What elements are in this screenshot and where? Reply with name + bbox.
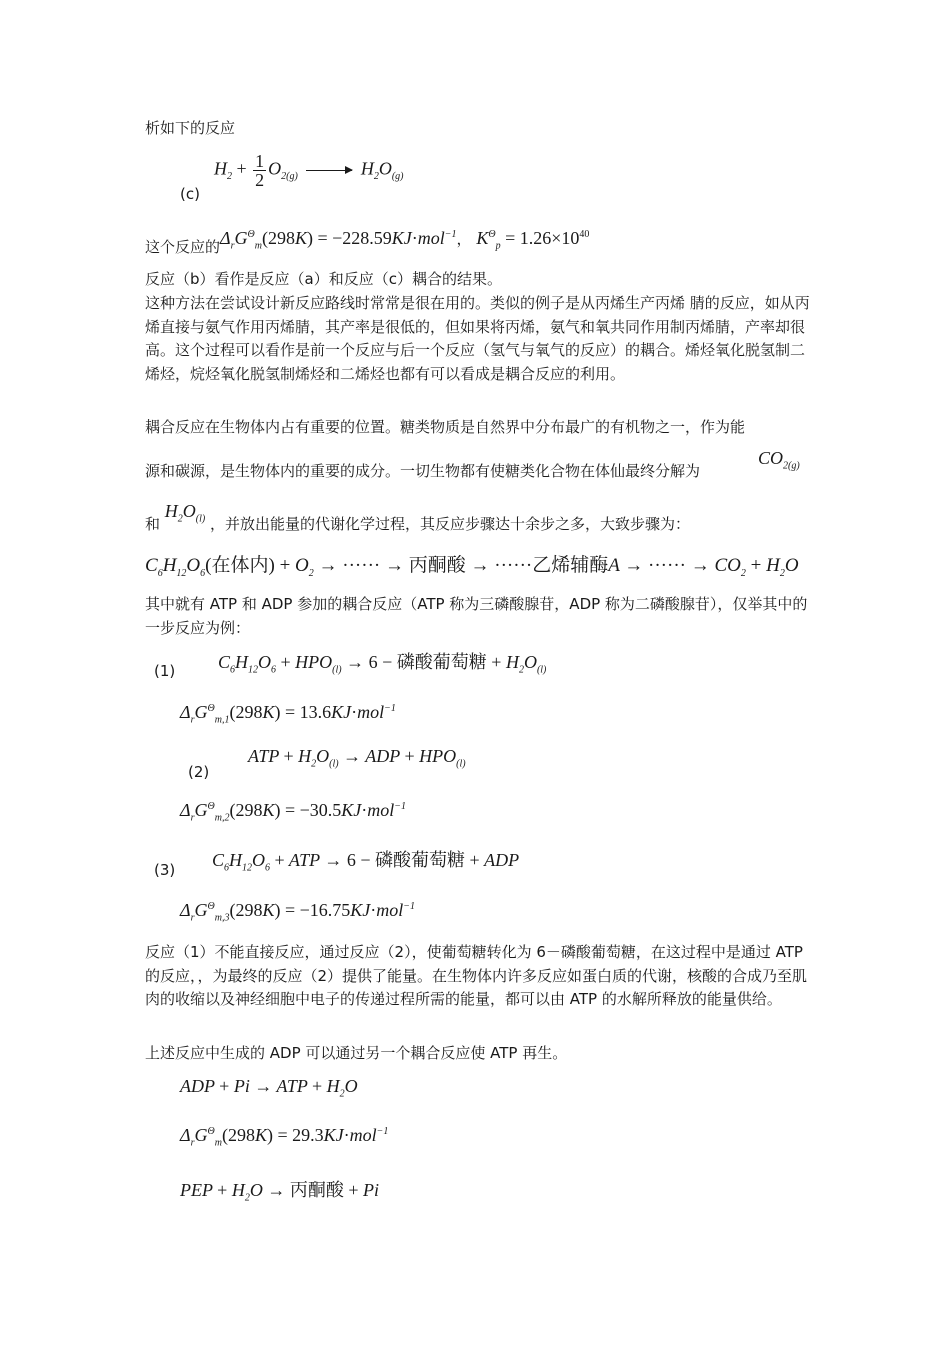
g6p-name-3: 磷酸葡萄糖 <box>375 850 466 871</box>
reaction-2-label: (2) <box>188 763 210 781</box>
paragraph-regen: 上述反应中生成的 ADP 可以通过另一个耦合反应使 ATP 再生。 <box>145 1044 568 1062</box>
equation-c: $H_2$ + $\frac{1}{2}$ $O_{2(g)}$ $H_2O_{(g)}$ <box>214 151 404 190</box>
kp-value: 1.26 <box>519 228 552 248</box>
co2-formula: $CO_{2(g)}$ <box>758 448 800 472</box>
paragraph-b: 反应（b）看作是反应（a）和反应（c）耦合的结果。 <box>145 270 502 288</box>
metabolic-chain: $C_6H_{12}O_6$(在体内) + $O_2$ → ······ → 丙酮酸 → ······乙烯辅酶A → ······ → $CO_2 + H_2O$ <box>145 554 799 579</box>
eq-c-label: (c) <box>180 185 200 203</box>
paragraph-bio-2: 源和碳源，是生物体内的重要的成分。一切生物都有使糖类化合物在体仙最终分解为 <box>145 462 701 480</box>
dg1-value: 13.6 <box>299 702 332 722</box>
paragraph-bio-3 <box>145 501 691 534</box>
bio-3-rest: ，并放出能量的代谢化学过程，其反应步骤达十余步之多，大致步骤为： <box>210 515 691 533</box>
g6p-name-1: 磷酸葡萄糖 <box>396 652 487 673</box>
chain-pyruvate: 丙酮酸 <box>408 554 466 576</box>
dg-reaction-1: $\Delta_rG^\Theta_{m,1}(298K) = 13.6KJ\cdot mol^{-1}$ <box>180 702 396 726</box>
equation-pep: PEP + $H_2O$ → 丙酮酸 + Pi <box>180 1180 379 1204</box>
dg-c-value: −228.59 <box>332 228 392 248</box>
intro-text: 析如下的反应 <box>145 119 236 137</box>
paragraph-result: 反应（1）不能直接反应，通过反应（2），使葡萄糖转化为 6－磷酸葡萄糖，在这过程中是通过 ATP 的反应，，为最终的反应（2）提供了能量。在生物体内许多反应如蛋白质的代谢，核酸的合成乃至肌肉的收缩以及神经细胞中电子的传递过程所需的能量，都可以由 ATP 的水解所释放的能量供给。 <box>145 943 808 1008</box>
paragraph-bio-1: 耦合反应在生物体内占有重要的位置。糖类物质是自然界中分布最广的有机物之一，作为能 <box>145 418 746 436</box>
reaction-arrow <box>306 170 352 171</box>
dg3-value: −16.75 <box>299 900 351 920</box>
equation-adp: ADP + Pi → ATP + $H_2O$ <box>180 1076 358 1100</box>
pep-pyruvate: 丙酮酸 <box>289 1180 344 1201</box>
k-info-prefix: 这个反应的 <box>145 238 221 256</box>
reaction-1-label: (1) <box>154 662 176 680</box>
reaction-1: $C_6H_{12}O_6 + HPO_{(l)} \to 6$ − 磷酸葡萄糖 + $H_2O_{(l)}$ <box>218 652 547 676</box>
reaction-2: ATP + $H_2O_{(l)}$ → ADP + $HPO_{(l)}$ <box>248 746 466 770</box>
reaction-3: $C_6H_{12}O_6$ + ATP → 6 − 磷酸葡萄糖 + ADP <box>212 850 520 874</box>
dg-reaction-2: $\Delta_rG^\Theta_{m,2}(298K) = -30.5KJ\cdot mol^{-1}$ <box>180 800 407 824</box>
chain-acetylcoa: 乙烯辅酶 <box>532 554 609 576</box>
dg2-value: −30.5 <box>299 800 342 820</box>
dg-adp: $\Delta_rG^\Theta_m(298K) = 29.3KJ\cdot mol^{-1}$ <box>180 1125 389 1149</box>
paragraph-method: 这种方法在尝试设计新反应路线时常常是很在用的。类似的例子是从丙烯生产丙烯 腈的反应，如从丙烯直接与氨气作用丙烯腈，其产率是很低的，但如果将丙烯，氨气和氧共同作用制丙烯腈，产率却很高。这个过程可以看作是前一个反应与后一个反应（氢气与氧气的反应）的耦合。烯烃氧化脱氢制二烯烃，烷烃氧化脱氢制烯烃和二烯烃也都有可以看成是耦合反应的利用。 <box>145 294 810 383</box>
paragraph-atp: 其中就有 ATP 和 ADP 参加的耦合反应（ATP 称为三磷酸腺苷，ADP 称为二磷酸腺苷），仅举其中的一步反应为例： <box>145 595 808 637</box>
dg-reaction-3: $\Delta_rG^\Theta_{m,3}(298K) = -16.75KJ\cdot mol^{-1}$ <box>180 900 416 924</box>
bio-3-and: 和 <box>145 515 161 533</box>
h2o-formula: $H_2O_{(l)}$ <box>164 501 206 525</box>
dg-adp-value: 29.3 <box>292 1125 324 1145</box>
chain-in-body: 在体内 <box>211 554 269 576</box>
fraction-half: $\frac{1}{2}$ <box>255 151 265 190</box>
reaction-3-label: (3) <box>154 861 176 879</box>
k-info-line: 这个反应的$\Delta_rG^\Theta_m(298K) = -228.59KJ\cdot mol^{-1}$， $K^\Theta_p = 1.26\times 10^{40}$ <box>145 228 590 256</box>
